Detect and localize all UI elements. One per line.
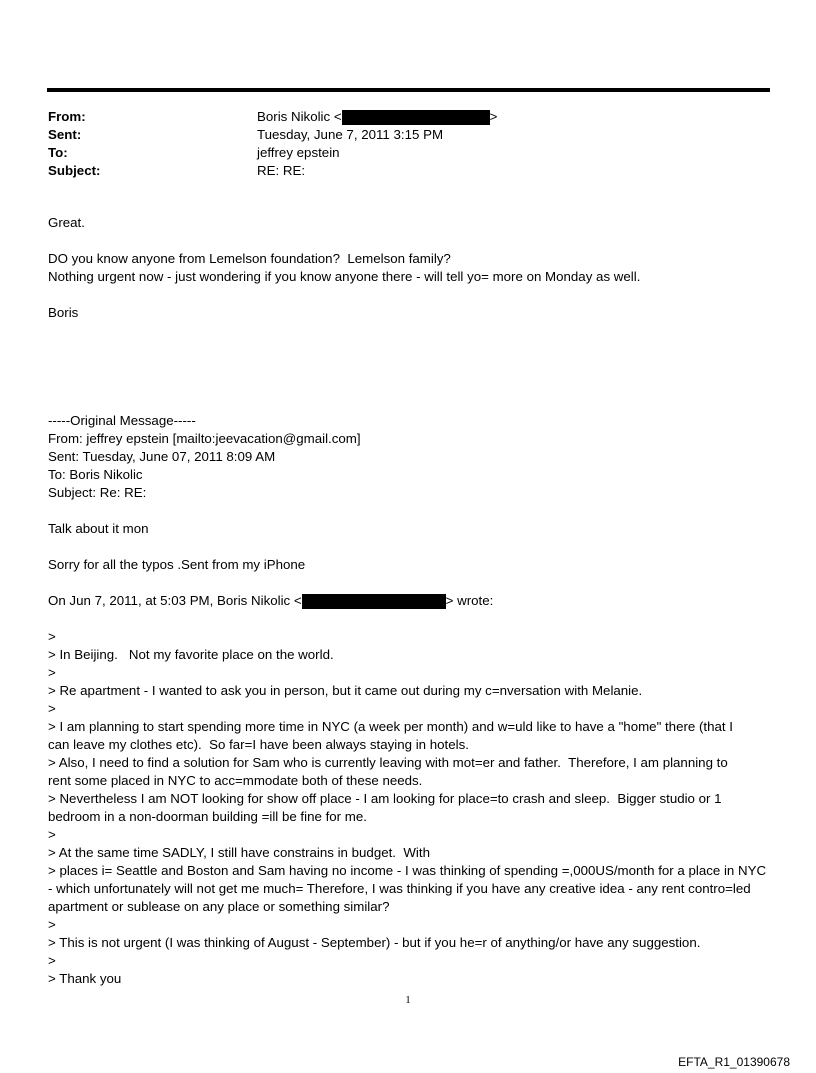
quoted-line: > [48, 953, 56, 968]
bates-number: EFTA_R1_01390678 [678, 1055, 790, 1069]
redaction-box [302, 594, 446, 609]
to-value: jeffrey epstein [257, 145, 340, 160]
message-line: Nothing urgent now - just wondering if you know anyone there - will tell yo= more on Monday as well. [48, 269, 641, 284]
quoted-line: > [48, 665, 56, 680]
to-label: To: [48, 145, 68, 160]
quoted-line: - which unfortunately will not get me much= Therefore, I was thinking if you have any creative idea - any rent contro=led [48, 881, 751, 896]
quoted-line: > Thank you [48, 971, 122, 986]
wrote-prefix: On Jun 7, 2011, at 5:03 PM, Boris Nikolic < [48, 593, 302, 608]
quoted-line: can leave my clothes etc). So far=I have been always staying in hotels. [48, 737, 469, 752]
reply-line: Talk about it mon [48, 521, 149, 536]
quoted-line: > [48, 827, 56, 842]
from-value [257, 108, 497, 126]
quoted-message [48, 628, 778, 988]
subject-label: Subject: [48, 163, 101, 178]
quoted-line: bedroom in a non-doorman building =ill be fine for me. [48, 809, 367, 824]
from-name: Boris Nikolic < [257, 109, 342, 124]
signature: Boris [48, 305, 79, 320]
original-from: From: jeffrey epstein [mailto:jeevacation@gmail.com] [48, 431, 361, 446]
message-line: Great. [48, 215, 85, 230]
from-label: From: [48, 109, 86, 124]
quoted-line: > In Beijing. Not my favorite place on the world. [48, 647, 334, 662]
subject-value: RE: RE: [257, 163, 306, 178]
redaction-box [342, 110, 490, 125]
original-to: To: Boris Nikolic [48, 467, 143, 482]
quoted-line: > At the same time SADLY, I still have constrains in budget. With [48, 845, 430, 860]
from-row [48, 108, 748, 126]
message-line: DO you know anyone from Lemelson foundation? Lemelson family? [48, 251, 451, 266]
sent-value: Tuesday, June 7, 2011 3:15 PM [257, 127, 444, 142]
quoted-line: rent some placed in NYC to acc=mmodate both of these needs. [48, 773, 423, 788]
sent-label: Sent: [48, 127, 82, 142]
iphone-signature: Sorry for all the typos .Sent from my iPhone [48, 557, 306, 572]
wrote-line [48, 592, 778, 610]
sent-row [48, 126, 748, 144]
original-subject: Subject: Re: RE: [48, 485, 147, 500]
header-rule [47, 88, 770, 92]
email-body [48, 214, 778, 988]
quoted-line: > places i= Seattle and Boston and Sam having no income - I was thinking of spending =,000US/month for a place in NYC [48, 863, 767, 878]
quoted-line: apartment or sublease on any place or something similar? [48, 899, 390, 914]
subject-row [48, 162, 748, 180]
email-header [48, 108, 748, 180]
original-sent: Sent: Tuesday, June 07, 2011 8:09 AM [48, 449, 276, 464]
wrote-suffix: > wrote: [445, 593, 494, 608]
quoted-line: > [48, 629, 56, 644]
quoted-line: > I am planning to start spending more time in NYC (a week per month) and w=uld like to have a "home" there (that I [48, 719, 733, 734]
from-close: > [489, 109, 498, 124]
page-number: 1 [405, 994, 411, 1006]
quoted-line: > Re apartment - I wanted to ask you in person, but it came out during my c=nversation with Melanie. [48, 683, 643, 698]
to-row [48, 144, 748, 162]
quoted-line: > [48, 701, 56, 716]
quoted-line: > [48, 917, 56, 932]
original-separator: -----Original Message----- [48, 413, 196, 428]
quoted-line: > Also, I need to find a solution for Sam who is currently leaving with mot=er and father. Therefore, I am planning to [48, 755, 728, 770]
quoted-line: > This is not urgent (I was thinking of August - September) - but if you he=r of anything/or have any suggestion. [48, 935, 701, 950]
quoted-line: > Nevertheless I am NOT looking for show off place - I am looking for place=to crash and sleep. Bigger studio or 1 [48, 791, 722, 806]
